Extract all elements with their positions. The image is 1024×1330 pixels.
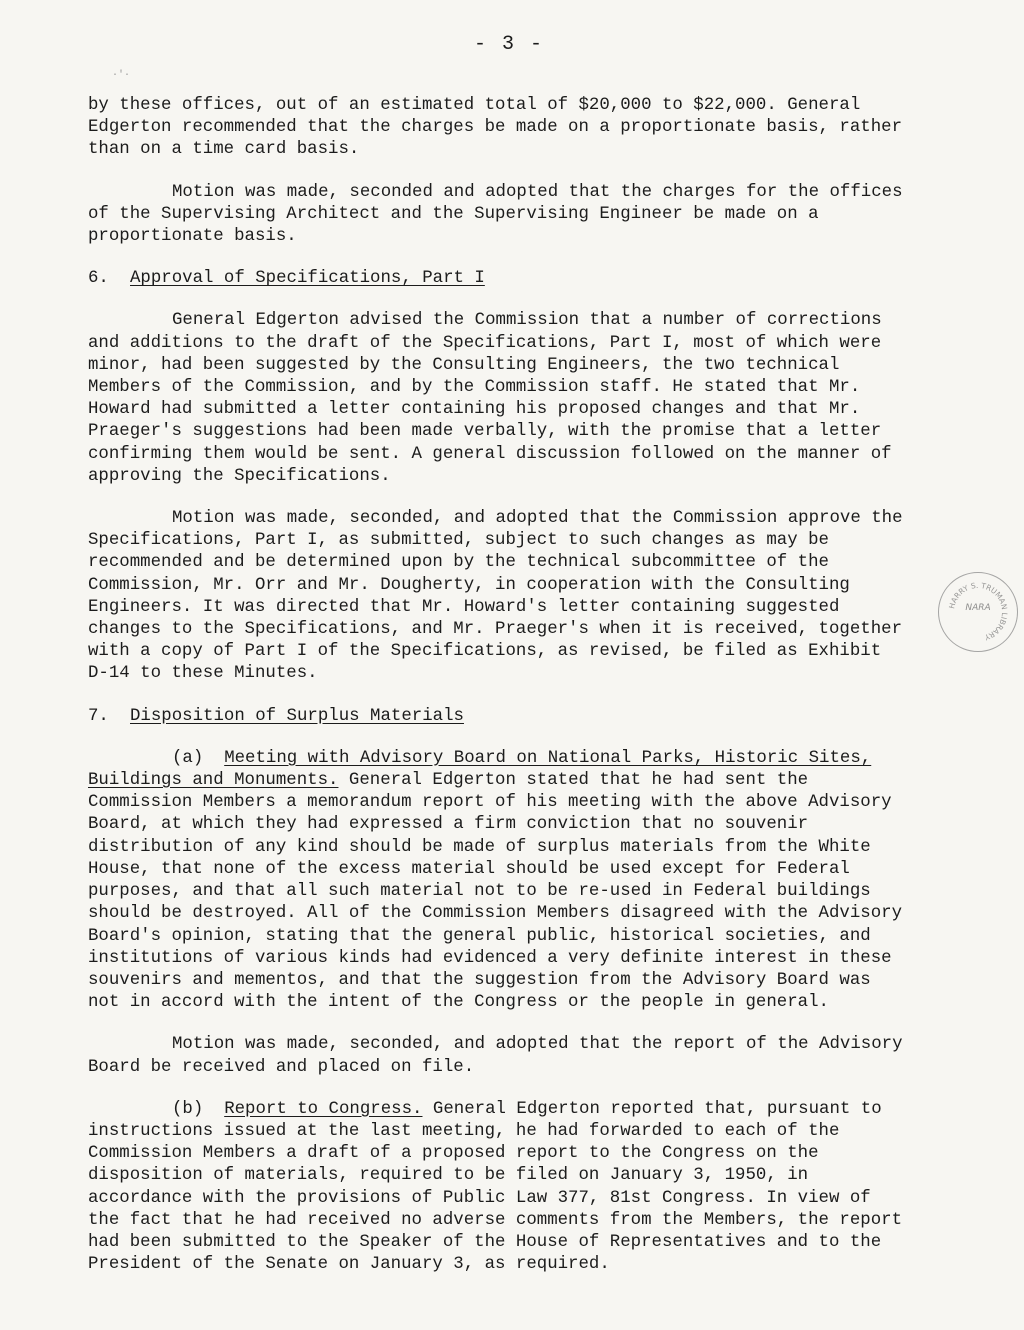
section-6-title: Approval of Specifications, Part I: [130, 269, 485, 289]
stamp-ring-text: HARRY S. TRUMAN LIBRARY: [947, 580, 1010, 642]
document-body: [88, 95, 908, 1296]
item-b-title: Report to Congress.: [224, 1099, 423, 1119]
paragraph-7b: [88, 1099, 908, 1277]
stamp-center-text: NARA: [965, 603, 991, 613]
item-a-title: Meeting with Advisory Board on National Parks, Historic Sites, Buildings and Monuments.: [88, 748, 872, 791]
item-b-label: (b): [172, 1099, 204, 1119]
section-6-heading: [88, 268, 908, 290]
section-7-title: Disposition of Surplus Materials: [130, 706, 464, 726]
page-number: - 3 -: [474, 33, 545, 56]
paragraph-1: by these offices, out of an estimated total of $20,000 to $22,000. General Edgerton recommended that the charges be made on a proportionate basis, rather than on a time card basis.: [88, 96, 903, 160]
paragraph-7a: [88, 748, 908, 1014]
paragraph-6: Motion was made, seconded, and adopted that the report of the Advisory Board be received and placed on file.: [88, 1035, 903, 1077]
library-stamp: [938, 572, 1018, 652]
item-a-label: (a): [172, 748, 204, 768]
item-b-body: General Edgerton reported that, pursuant to instructions issued at the last meeting, he had forwarded to each of the Commission Members a draft of a proposed report to the Congress on the disposition of materials, required to be filed on January 3, 1950, in accordance with the provisions of Public Law 377, 81st Congress. In view of the fact that he had received no adverse comments from the Members, the report had been submitted to the Speaker of the House of Representatives and to the President of the Senate on January 3, as required.: [88, 1099, 903, 1275]
section-6-number: 6.: [88, 269, 109, 289]
section-7-number: 7.: [88, 706, 109, 726]
section-7-heading: [88, 706, 908, 728]
paragraph-2: Motion was made, seconded and adopted that the charges for the offices of the Supervising Architect and the Supervising Engineer be made on a proportionate basis.: [88, 182, 903, 247]
item-a-body: General Edgerton stated that he had sent the Commission Members a memorandum report of his meeting with the above Advisory Board, at which they had expressed a firm conviction that no souvenir distribution of any kind should be made of surplus materials from the White House, that none of the excess material should be used except for Federal purposes, and that all such material not to be re-used in Federal buildings should be destroyed. All of the Commission Members disagreed with the Advisory Board's opinion, stating that the general public, historical societies, and institutions of various kinds had evidenced a very definite interest in these souvenirs and mementos, and that the suggestion from the Advisory Board was not in accord with the intent of the Congress or the people in general.: [88, 771, 903, 1013]
paragraph-4: Motion was made, seconded, and adopted that the Commission approve the Specifications, Part I, as submitted, subject to such changes as may be recommended and be determined upon by the technical subcommittee of the Commission, Mr. Orr and Mr. Dougherty, in cooperation with the Consulting Engineers. It was directed that Mr. Howard's letter containing suggested changes to the Specifications, and Mr. Praeger's when it is received, together with a copy of Part I of the Specifications, as revised, be filed as Exhibit D-14 to these Minutes.: [88, 509, 903, 684]
paragraph-3: General Edgerton advised the Commission that a number of corrections and additions to the draft of the Specifications, Part I, most of which were minor, had been suggested by the Consulting Engineers, the two technical Members of the Commission, and by the Commission staff. He stated that Mr. Howard had submitted a letter containing his proposed changes and that Mr. Praeger's suggestions had been made verbally, with the promise that a letter confirming them would be sent. A general discussion followed on the manner of approving the Specifications.: [88, 311, 892, 486]
margin-mark: ·'·: [112, 70, 131, 81]
